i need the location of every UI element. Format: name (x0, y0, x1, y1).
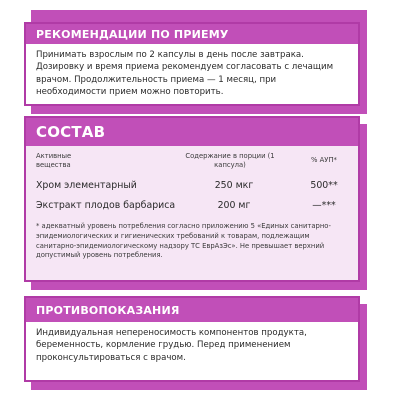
contraindications-title: ПРОТИВОПОКАЗАНИЯ (26, 298, 358, 322)
usage-card (24, 22, 360, 106)
ingredient-amount: 200 мг (217, 200, 251, 211)
header-aup: % АУП* (311, 156, 337, 164)
usage-text: Принимать взрослым по 2 капсулы в день после завтрака. Дозировку и время приема рекомендуем согласовать с лечащим врачом. Продолжительность приема — 1 месяц, при необходимости прием можно повторить. (36, 50, 334, 98)
table-row (26, 176, 358, 196)
ingredient-aup: 500** (310, 180, 338, 191)
composition-title: СОСТАВ (26, 118, 358, 146)
table-row (26, 196, 358, 216)
composition-table-header (26, 146, 358, 176)
ingredient-amount: 250 мкг (214, 180, 254, 191)
header-amount: Содержание в порции (1 капсула) (185, 152, 275, 169)
ingredient-name: Экстракт плодов барбариса (36, 200, 176, 211)
composition-card (24, 116, 360, 282)
contraindications-text: Индивидуальная непереносимость компонентов продукта, беременность, кормление грудью. Перед применением проконсультироваться с врачом. (36, 328, 307, 363)
composition-footnote: * адекватный уровень потребления согласно приложению 5 «Единых санитарно-эпидемиологических и гигиенических требований к товарам, подлежащим санитарно-эпидемиологическому надзору ТС ЕврАзЭс». Не превышает верхний допустимый уровень потребления. (36, 222, 331, 260)
contraindications-card (24, 296, 360, 382)
header-active-substances: Активные вещества (36, 152, 72, 169)
usage-title: РЕКОМЕНДАЦИИ ПО ПРИЕМУ (26, 24, 358, 44)
ingredient-name: Хром элементарный (36, 180, 137, 191)
ingredient-aup: —*** (312, 200, 336, 211)
